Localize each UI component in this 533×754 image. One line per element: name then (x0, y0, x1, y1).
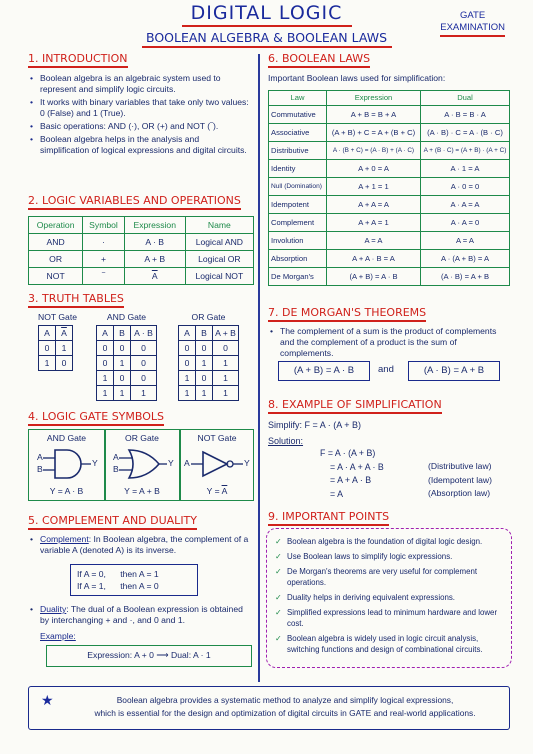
exam-badge (440, 10, 505, 37)
example-label: Example: (40, 631, 76, 641)
and-gate-label: AND Gate (46, 433, 87, 443)
badge-underline (440, 35, 505, 37)
table-row: 1 1 1 (97, 386, 157, 401)
table-cell: $\overline{A}$ (124, 267, 185, 284)
simplify-statement: Simplify: F = A · (A + B) (268, 420, 362, 430)
table-cell: A · B (124, 233, 185, 250)
solution-label: Solution: (268, 436, 304, 446)
or-truth-table (178, 312, 239, 401)
table-row: 1 1 1 (179, 386, 239, 401)
table-cell: Logical OR (185, 250, 253, 267)
table-header: Dual (421, 90, 510, 105)
table-cell: NOT (29, 267, 83, 284)
input-b-label: B (113, 464, 119, 474)
section-title: 8. EXAMPLE OF SIMPLIFICATION (268, 398, 442, 414)
not-gate-expression: $Y = \overline{A}$ (206, 486, 228, 496)
input-a-label: A (184, 458, 190, 468)
and-gate-expression: Y = A · B (49, 486, 84, 496)
section-truth-tables (28, 292, 256, 398)
badge-line-1: GATE (460, 10, 486, 21)
section-title: 4. LOGIC GATE SYMBOLS (28, 410, 164, 426)
table-cell: + (83, 250, 125, 267)
complement-rule: If A = 1, then A = 0 (77, 581, 159, 591)
table-header: Name (185, 216, 253, 233)
list-item: ✓ Simplified expressions lead to minimum hardware and lower cost. (273, 607, 505, 629)
table-header: Expression (124, 216, 185, 233)
and-word: and (378, 364, 394, 375)
table-row: Absorption A + A · B = A A · (A + B) = A (269, 249, 510, 267)
section-introduction (28, 52, 250, 158)
section-important-points (268, 510, 514, 654)
table-row: Distributive A · (B + C) = (A · B) + (A · C) A + (B · C) = (A + B) · (A + C) (269, 141, 510, 159)
complement-text: : In Boolean algebra, the complement of a variable A (denoted A) is its inverse. (40, 534, 249, 555)
duality-example-box: Expression: A + 0 ⟶ Dual: A · 1 (46, 645, 252, 667)
step-law: (Distributive law) (428, 461, 492, 471)
table-cell: OR (29, 250, 83, 267)
table-row: 0 1 0 (97, 356, 157, 371)
table-row (29, 250, 254, 267)
summary-footer (28, 686, 510, 730)
complement-rule: If A = 0, then A = 1 (77, 569, 159, 579)
step-expression: F = A · (A + B) (320, 448, 376, 458)
list-item: • Boolean algebra is an algebraic system used to represent and simplify logic circuits. (28, 73, 250, 95)
output-y-label: Y (168, 458, 174, 468)
complement-box (70, 564, 198, 596)
duality-paragraph: • Duality: The dual of a Boolean expression is obtained by interchanging + and ·, and 0 and 1. (30, 604, 243, 625)
input-a-label: A (113, 452, 119, 462)
table-row: Involution A = A A = A (269, 231, 510, 249)
output-y-label: Y (92, 458, 98, 468)
table-row: Complement A + A = 1 A · A = 0 (269, 213, 510, 231)
summary-line: Boolean algebra provides a systematic method to analyze and simplify logical expressions, (116, 695, 454, 705)
table-row: 1 0 0 (97, 371, 157, 386)
table-row: 0 1 1 (179, 356, 239, 371)
step-expression: = A + A · B (330, 475, 372, 485)
section-title: 7. DE MORGAN'S THEOREMS (268, 306, 426, 322)
not-truth-table (38, 312, 77, 371)
table-row: 0 1 (39, 341, 73, 356)
section-title: 5. COMPLEMENT AND DUALITY (28, 514, 197, 530)
step-law: (Idempotent law) (428, 474, 493, 485)
table-header: Operation (29, 216, 83, 233)
section-simplification (268, 398, 514, 499)
duality-label: Duality (40, 604, 67, 614)
table-row: A B A + B (179, 326, 239, 341)
intro-list (28, 73, 250, 156)
title-underline (182, 25, 352, 27)
table-row: Associative (A + B) + C = A + (B + C) (A · B) · C = A · (B · C) (269, 123, 510, 141)
gate-symbols-box (28, 429, 254, 501)
table-cell: AND (29, 233, 83, 250)
table-cell: · (83, 233, 125, 250)
section-gate-symbols (28, 410, 256, 496)
page-subtitle: BOOLEAN ALGEBRA & BOOLEAN LAWS (145, 30, 388, 45)
input-a-label: A (37, 452, 43, 462)
or-gate-expression: Y = A + B (124, 486, 160, 496)
table-cell: Logical NOT (185, 267, 253, 284)
input-b-label: B (37, 464, 43, 474)
important-points-box (266, 528, 512, 668)
table-cell: ‾ (83, 267, 125, 284)
de-morgan-equation-2: (A · B) = A + B (408, 361, 500, 381)
list-item: ✓ Boolean algebra is widely used in logic circuit analysis, switching functions and design of combinational circuits. (273, 633, 505, 655)
list-item: • It works with binary variables that take only two values: 0 (False) and 1 (True). (28, 97, 250, 119)
badge-line-2: EXAMINATION (440, 22, 505, 33)
table-row: Identity A + 0 = A A · 1 = A (269, 159, 510, 177)
section-title: 1. INTRODUCTION (28, 52, 128, 68)
table-row: Idempotent A + A = A A · A = A (269, 195, 510, 213)
table-row: 1 0 1 (179, 371, 239, 386)
duality-text: : The dual of a Boolean expression is obtained by interchanging + and ·, and 0 and 1. (40, 604, 243, 625)
table-header: Law (269, 90, 327, 105)
section-title: 6. BOOLEAN LAWS (268, 52, 370, 68)
list-item: ✓ Use Boolean laws to simplify logic expressions. (273, 551, 505, 562)
section-title: 2. LOGIC VARIABLES AND OPERATIONS (28, 194, 241, 210)
or-gate-label: OR Gate (125, 433, 159, 443)
step-expression: = A (330, 488, 343, 499)
list-item: ✓ Duality helps in deriving equivalent expressions. (273, 592, 505, 603)
de-morgan-text: • The complement of a sum is the product of complements and the complement of a product is the sum of complements. (270, 326, 497, 358)
list-item: ✓ Boolean algebra is the foundation of digital logic design. (273, 536, 505, 547)
section-logic-variables (28, 194, 256, 285)
section-title: 3. TRUTH TABLES (28, 292, 124, 308)
de-morgan-equation-1: (A + B) = A · B (278, 361, 370, 381)
not-gate-label: NOT Gate (197, 433, 237, 443)
list-item: ✓ De Morgan's theorems are very useful for complement operations. (273, 566, 505, 588)
table-row: 0 0 0 (179, 341, 239, 356)
laws-table (268, 90, 510, 286)
truth-table-title: AND Gate (106, 312, 147, 322)
section-complement-duality (28, 514, 256, 660)
star-icon: ★ (41, 692, 54, 708)
section-title: 9. IMPORTANT POINTS (268, 510, 389, 526)
summary-text (65, 694, 505, 720)
simplification-laws (428, 460, 492, 501)
step-law: (Absorption law) (428, 488, 491, 498)
simplification-steps (320, 447, 384, 501)
table-header: Symbol (83, 216, 125, 233)
table-header: Expression (327, 90, 421, 105)
table-row: Commutative A + B = B + A A · B = B · A (269, 105, 510, 123)
table-cell: Logical AND (185, 233, 253, 250)
summary-line: which is essential for the design and optimization of digital circuits in GATE and real-world applications. (94, 708, 476, 718)
section-boolean-laws (268, 52, 514, 286)
table-row: A B A · B (97, 326, 157, 341)
table-row: A $\overline{A}$ (39, 326, 73, 341)
laws-intro: Important Boolean laws used for simplification: (268, 72, 446, 83)
table-row (29, 267, 254, 284)
complement-label: Complement (40, 534, 89, 544)
table-row: De Morgan's (A + B) = A · B (A · B) = A + B (269, 267, 510, 285)
table-row (29, 233, 254, 250)
list-item: • Boolean algebra helps in the analysis and simplification of logical expressions and digital circuits. (28, 134, 250, 156)
column-divider (258, 54, 260, 682)
table-row: 1 0 (39, 356, 73, 371)
step-expression: = A · A + A · B (330, 461, 384, 472)
complement-paragraph: • Complement: In Boolean algebra, the complement of a variable A (denoted A) is its inverse. (30, 534, 249, 555)
truth-table-title: NOT Gate (38, 312, 78, 322)
list-item: • Basic operations: AND (·), OR (+) and NOT (‾). (28, 121, 250, 132)
table-cell: A + B (124, 250, 185, 267)
and-truth-table (96, 312, 157, 401)
page-title: DIGITAL LOGIC (190, 2, 343, 24)
output-y-label: Y (244, 458, 250, 468)
table-row: Null (Domination) A + 1 = 1 A · 0 = 0 (269, 177, 510, 195)
table-row: 0 0 0 (97, 341, 157, 356)
subtitle-underline (142, 46, 392, 48)
truth-table-title: OR Gate (191, 312, 226, 322)
not-gate-icon (185, 444, 251, 484)
section-de-morgan (268, 306, 514, 376)
operations-table (28, 216, 254, 285)
